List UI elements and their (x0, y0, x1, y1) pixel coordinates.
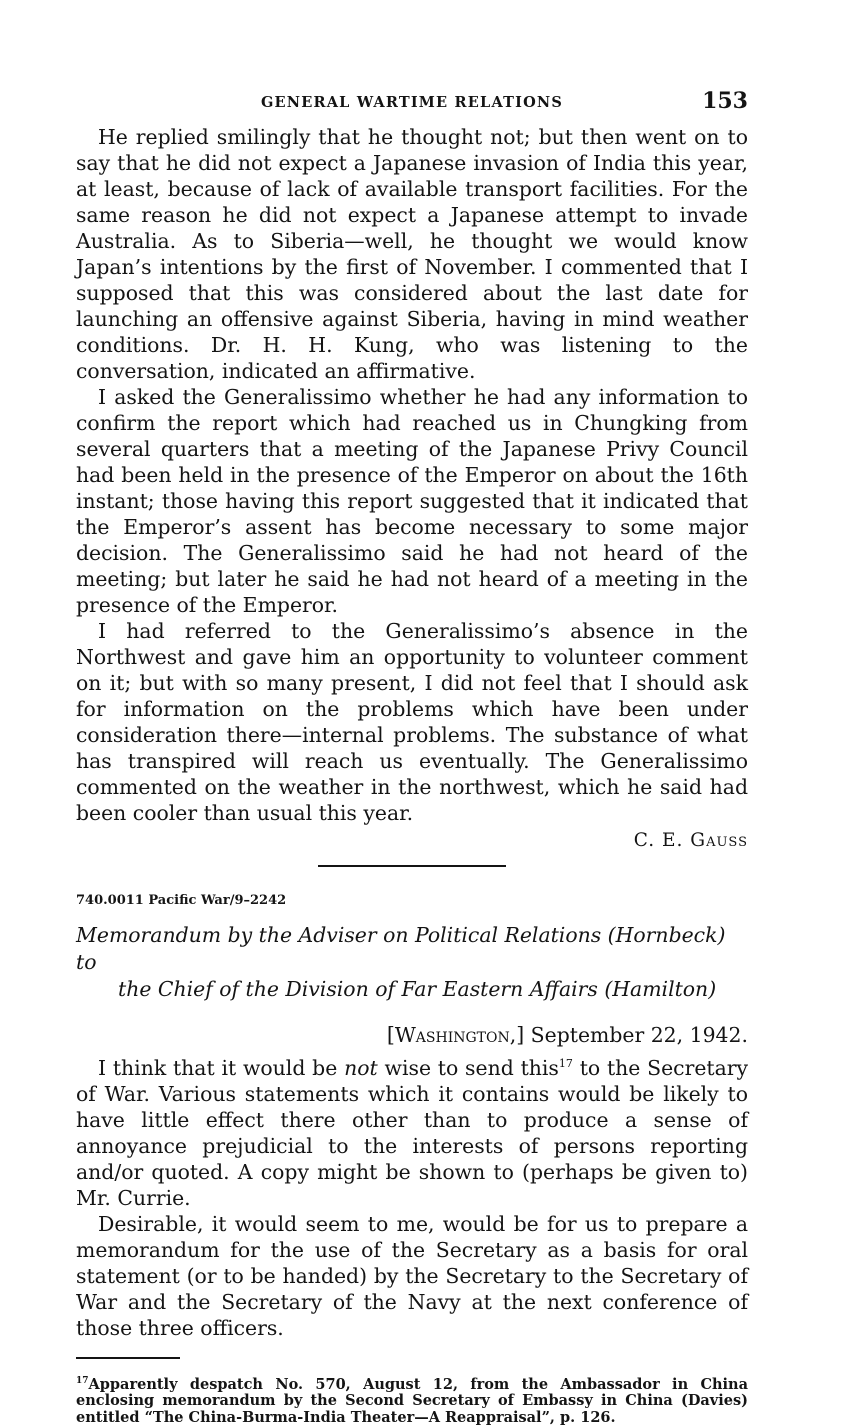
signature: C. E. Gauss (76, 830, 748, 851)
document-page (76, 88, 748, 1426)
memo-p1-before: I think that it would be (98, 1056, 337, 1080)
memo-p1-mid: wise to send this (385, 1056, 559, 1080)
memo-p1-emphasis: not (344, 1056, 378, 1080)
paragraph-3: I had referred to the Generalissimo’s absence in the Northwest and gave him an opportunity to volunteer comment on it; but with so many present, I did not feel that I should ask for information on the problems which have been under consideration there—internal problems. The substance of what has transpired will reach us eventually. The Generalissimo commented on the weather in the northwest, which he said had been cooler than usual this year. (76, 618, 748, 826)
running-head: GENERAL WARTIME RELATIONS (76, 94, 748, 111)
title-line-1: Memorandum by the Adviser on Political Relations (Hornbeck) to (76, 923, 725, 974)
memo-paragraph-1 (76, 1055, 748, 1211)
title-line-2: the Chief of the Division of Far Eastern Affairs (Hamilton) (76, 976, 748, 1003)
footnote-reference: 17 (559, 1057, 573, 1070)
memo-paragraph-2: Desirable, it would seem to me, would be for us to prepare a memorandum for the use of the Secretary as a basis for oral statement (or to be handed) by the Secretary to the Secretary of War and the Secretary of the Navy at the next conference of those three officers. (76, 1211, 748, 1341)
memo-p1-after: to the Secretary of War. Various statements which it contains would be likely to have little effect there other than to produce a sense of annoyance prejudicial to the interests of persons reporting and/or quoted. A copy might be shown to (perhaps be given to) Mr. Currie. (76, 1056, 748, 1210)
footnote-number: 17 (76, 1376, 89, 1386)
footnote (76, 1373, 748, 1426)
footnote-divider (76, 1357, 180, 1359)
dateline (76, 1023, 748, 1047)
page-number: 153 (702, 88, 748, 114)
section-divider (318, 865, 506, 867)
footnote-text: Apparently despatch No. 570, August 12, from the Ambassador in China enclosing memorandum by the Second Secretary of Embassy in China (Davies) entitled “The China-Burma-India Theater—A Reappraisal”, p. 126. (76, 1375, 748, 1426)
page-header (76, 88, 748, 124)
paragraph-2: I asked the Generalissimo whether he had any information to confirm the report which had reached us in Chungking from several quarters that a meeting of the Japanese Privy Council had been held in the presence of the Emperor on about the 16th instant; those having this report suggested that it indicated that the Emperor’s assent has become necessary to some major decision. The Generalissimo said he had not heard of the meeting; but later he said he had not heard of a meeting in the presence of the Emperor. (76, 384, 748, 618)
paragraph-1: He replied smilingly that he thought not; but then went on to say that he did not expect a Japanese invasion of India this year, at least, because of lack of available transport facilities. For the same reason he did not expect a Japanese attempt to invade Australia. As to Siberia—well, he thought we would know Japan’s intentions by the first of November. I commented that I supposed that this was considered about the last date for launching an offensive against Siberia, having in mind weather conditions. Dr. H. H. Kung, who was listening to the conversation, indicated an affirmative. (76, 124, 748, 384)
document-title (76, 922, 748, 1003)
file-number: 740.0011 Pacific War/9–2242 (76, 893, 748, 908)
dateline-date: September 22, 1942. (531, 1023, 748, 1047)
dateline-place: [Washington,] (387, 1023, 524, 1047)
